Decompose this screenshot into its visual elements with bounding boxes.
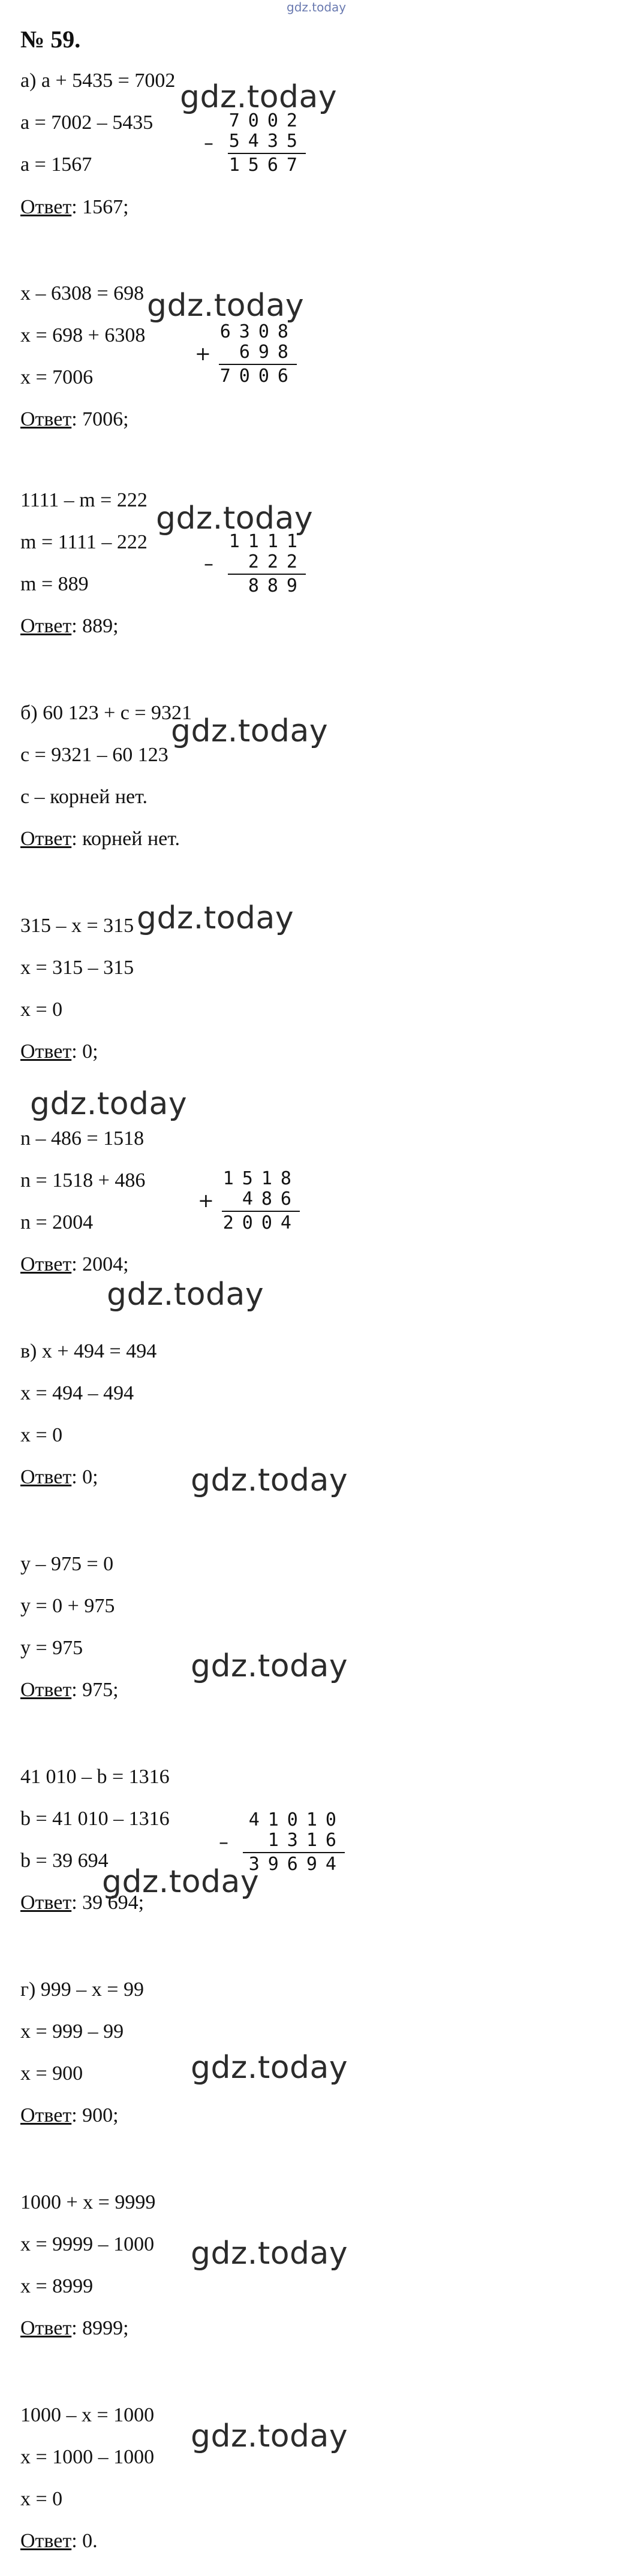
equation-line: а) a + 5435 = 7002 [20,70,176,92]
answer-value: : 39 694; [71,1892,145,1914]
column-top: 6308 [219,321,297,342]
solution-line: x = 0 [20,2488,63,2510]
answer-line [20,1678,119,1702]
answer-value: : 900; [71,2104,119,2126]
column-result: 2004 [222,1212,300,1233]
column-bottom: 1316 [267,1830,345,1851]
column-calculation [204,531,306,596]
answer-line [20,614,119,638]
solution-line: x = 0 [20,1424,63,1446]
answer-value: : 0; [71,1040,98,1063]
answer-value: : 975; [71,1679,119,1701]
answer-value: : 889; [71,615,119,637]
column-rule [219,364,297,365]
answer-label: Ответ [20,196,72,218]
answer-label: Ответ [20,615,72,637]
solution-line: b = 41 010 – 1316 [20,1808,170,1830]
watermark: gdz.today [191,2418,348,2454]
solution-line: x = 900 [20,2062,83,2085]
equation-line: 1000 – x = 1000 [20,2404,155,2426]
solution-line: a = 1567 [20,153,92,176]
column-top: 1518 [222,1168,300,1189]
column-bottom: 698 [239,342,297,363]
solution-line: x = 999 – 99 [20,2020,124,2043]
equation-line: n – 486 = 1518 [20,1127,145,1150]
solution-line: m = 889 [20,573,89,595]
watermark: gdz.today [156,500,314,536]
watermark: gdz.today [191,1648,348,1684]
column-calculation [198,1168,300,1233]
solution-line: c = 9321 – 60 123 [20,744,168,766]
equation-line: г) 999 – x = 99 [20,1978,144,2001]
equation-line: 1111 – m = 222 [20,489,148,511]
answer-line [20,827,180,851]
solution-line: x = 494 – 494 [20,1382,134,1404]
answer-line [20,2316,129,2340]
answer-label: Ответ [20,2104,72,2126]
answer-line [20,408,129,432]
solution-line: m = 1111 – 222 [20,531,148,553]
equation-line: б) 60 123 + c = 9321 [20,702,192,724]
watermark: gdz.today [147,288,305,324]
watermark: gdz.today [180,79,338,115]
answer-value: : 0. [71,2530,98,2552]
equation-line: x – 6308 = 698 [20,282,145,304]
header-watermark: gdz.today [287,0,347,14]
answer-value: : 0; [71,1466,98,1488]
watermark: gdz.today [191,2236,348,2272]
equation-line: 1000 + x = 9999 [20,2191,156,2213]
problem-title: № 59. [20,26,81,53]
answer-label: Ответ [20,1040,72,1063]
column-result: 39694 [248,1854,345,1875]
answer-line [20,1253,129,1277]
answer-label: Ответ [20,1253,72,1275]
column-rule [243,1852,345,1853]
answer-label: Ответ [20,1679,72,1701]
solution-line: n = 1518 + 486 [20,1169,146,1192]
column-top: 1111 [228,531,306,552]
solution-line: y = 975 [20,1637,83,1659]
solution-line: x = 9999 – 1000 [20,2233,155,2255]
answer-value: : 2004; [71,1253,129,1275]
column-sign: – [219,1830,237,1853]
column-rule [228,153,306,154]
answer-label: Ответ [20,408,72,430]
answer-line [20,2529,98,2553]
answer-value: : 7006; [71,408,129,430]
solution-line: x = 315 – 315 [20,957,134,979]
answer-line [20,1040,98,1064]
watermark: gdz.today [30,1086,188,1122]
column-bottom: 486 [242,1189,300,1209]
watermark: gdz.today [107,1277,264,1313]
column-sign: – [204,131,222,154]
solution-line: x = 1000 – 1000 [20,2446,155,2468]
answer-label: Ответ [20,828,72,850]
column-result: 889 [248,575,306,596]
solution-line: y = 0 + 975 [20,1595,115,1617]
equation-line: в) x + 494 = 494 [20,1340,157,1362]
answer-line [20,2104,119,2128]
solution-line: c – корней нет. [20,786,148,808]
column-sign: + [195,342,219,365]
answer-label: Ответ [20,1892,72,1914]
watermark: gdz.today [102,1864,260,1900]
watermark: gdz.today [137,900,294,936]
column-bottom: 5435 [228,131,306,152]
solution-line: a = 7002 – 5435 [20,111,154,134]
answer-line [20,195,129,219]
answer-value: : корней нет. [71,828,180,850]
answer-value: : 8999; [71,2317,129,2339]
column-result: 1567 [228,155,306,176]
answer-label: Ответ [20,2317,72,2339]
answer-line [20,1465,98,1489]
solution-line: b = 39 694 [20,1850,109,1872]
answer-label: Ответ [20,1466,72,1488]
column-calculation [204,110,306,176]
column-bottom: 222 [248,551,306,572]
solution-line: x = 0 [20,999,63,1021]
solution-line: x = 8999 [20,2275,94,2297]
equation-line: y – 975 = 0 [20,1553,114,1575]
column-rule [228,574,306,575]
column-sign: + [198,1189,222,1212]
solution-line: x = 698 + 6308 [20,324,146,346]
equation-line: 41 010 – b = 1316 [20,1766,170,1788]
watermark: gdz.today [171,713,329,749]
solution-line: n = 2004 [20,1211,94,1233]
answer-value: : 1567; [71,196,129,218]
column-rule [222,1211,300,1212]
watermark: gdz.today [191,1462,348,1498]
column-calculation [195,321,297,387]
answer-label: Ответ [20,2530,72,2552]
equation-line: 315 – x = 315 [20,915,134,937]
watermark: gdz.today [191,2050,348,2086]
column-top: 7002 [228,110,306,131]
column-result: 7006 [219,366,297,387]
column-sign: – [204,552,222,575]
solution-line: x = 7006 [20,366,94,388]
column-top: 41010 [248,1809,345,1830]
